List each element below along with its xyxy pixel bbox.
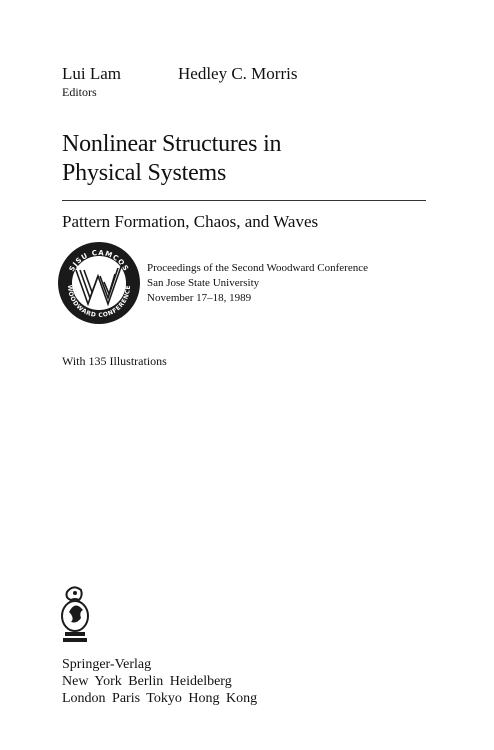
woodward-conference-logo-icon (56, 240, 142, 326)
book-title-line: Physical Systems (62, 160, 227, 186)
title-divider (62, 200, 426, 201)
book-title-line: Nonlinear Structures in (62, 131, 282, 157)
chess-knight-icon (53, 582, 97, 644)
editor-name: Hedley C. Morris (178, 64, 298, 83)
publisher-cities: New York Berlin Heidelberg (62, 674, 232, 689)
editors-role-label: Editors (62, 85, 97, 99)
logo-bottom-text: WOODWARD CONFERENCE (65, 284, 133, 320)
logo-top-text: SJSU CAMCOS (67, 248, 131, 274)
editor-name: Lui Lam (62, 64, 122, 83)
publisher-cities: London Paris Tokyo Hong Kong (62, 691, 258, 706)
proceedings-line: Proceedings of the Second Woodward Conference (147, 262, 368, 274)
book-subtitle: Pattern Formation, Chaos, and Waves (62, 212, 319, 231)
proceedings-line: San Jose State University (147, 277, 260, 289)
illustrations-note: With 135 Illustrations (62, 354, 167, 368)
publisher-name: Springer-Verlag (62, 657, 152, 672)
proceedings-line: November 17–18, 1989 (147, 292, 252, 304)
